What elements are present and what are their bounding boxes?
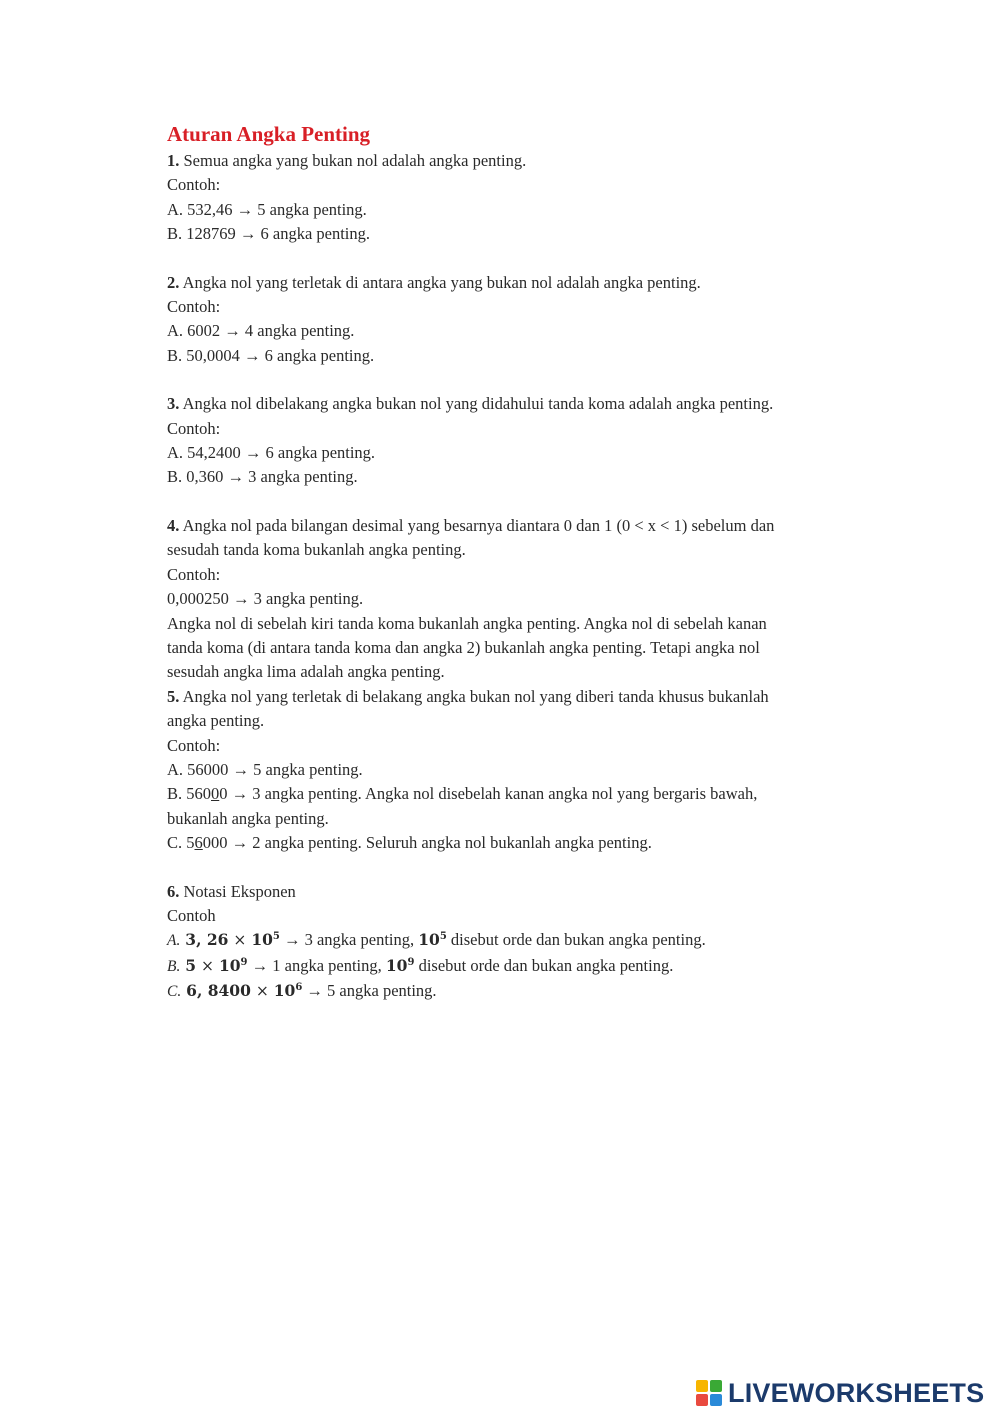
rule-3-statement	[167, 392, 887, 416]
rule-4-note-line-3: sesudah angka lima adalah angka penting.	[167, 662, 445, 682]
document-body	[167, 121, 887, 1005]
logo-square	[696, 1380, 708, 1392]
rule-4-note-line-2: tanda koma (di antara tanda koma dan angka 2) bukanlah angka penting. Tetapi angka nol	[167, 637, 760, 657]
rule-text: Angka nol yang terletak di belakang angka bukan nol yang diberi tanda khusus bukanlah	[179, 686, 769, 706]
logo-square	[710, 1394, 722, 1406]
rule-number: 5.	[167, 686, 180, 706]
rule-5-example-b-cont: bukanlah angka penting.	[167, 808, 329, 828]
rule-6-example-c: C. 6, $8400 \times 10^6 \to 5$ angka penting.	[167, 981, 437, 1001]
underlined-digit: 6	[194, 833, 203, 853]
rule-4-note-line-1: Angka nol di sebelah kiri tanda koma bukanlah angka penting. Angka nol di sebelah kanan	[167, 613, 767, 633]
rule-5-statement	[167, 685, 887, 709]
rule-text: Angka nol pada bilangan desimal yang besarnya diantara 0 dan 1 (0 < x < 1) sebelum dan	[179, 515, 775, 535]
rule-4-statement-cont: sesudah tanda koma bukanlah angka penting.	[167, 540, 466, 560]
liveworksheets-icon	[696, 1380, 722, 1406]
rule-4-contoh: Contoh:	[167, 564, 221, 584]
rule-2-contoh: Contoh:	[167, 297, 221, 317]
rule-6-example-a: A. 3, $26 \times 10^5 \to 3$ angka penting, $10^5$ disebut orde dan bukan angka penting.	[167, 930, 706, 950]
rule-number: 6.	[167, 881, 180, 901]
rule-text: Notasi Eksponen	[179, 881, 296, 901]
rule-3-example-a: A. 54,2400 → 6 angka penting.	[167, 443, 376, 463]
rule-text: Semua angka yang bukan nol adalah angka penting.	[179, 151, 527, 170]
rule-number: 3.	[167, 394, 180, 414]
underlined-digit: 0	[211, 784, 220, 804]
rule-4-example: 0,000250 → 3 angka penting.	[167, 589, 364, 609]
rule-1-contoh: Contoh:	[167, 175, 221, 195]
rule-6-statement	[167, 880, 887, 904]
liveworksheets-logo	[696, 1378, 984, 1408]
rule-number: 4.	[167, 515, 180, 535]
rule-2-example-a: A. 6002 → 4 angka penting.	[167, 321, 355, 341]
rule-5-statement-cont: angka penting.	[167, 711, 265, 731]
rule-5-example-b: B. 56000 → 3 angka penting. Angka nol disebelah kanan angka nol yang bergaris bawah,	[167, 784, 758, 804]
rule-number: 2.	[167, 272, 180, 292]
rule-1-statement	[167, 149, 887, 173]
rule-3-contoh: Contoh:	[167, 418, 221, 438]
rule-text: Angka nol yang terletak di antara angka yang bukan nol adalah angka penting.	[179, 272, 701, 292]
logo-square	[696, 1394, 708, 1406]
rule-text: Angka nol dibelakang angka bukan nol yang didahului tanda koma adalah angka penting.	[179, 394, 774, 414]
rule-1-example-a: A. 532,46 → 5 angka penting.	[167, 199, 367, 219]
rule-2-example-b: B. 50,0004 → 6 angka penting.	[167, 345, 375, 365]
rule-5-contoh: Contoh:	[167, 735, 221, 755]
rule-3-example-b: B. 0,360 → 3 angka penting.	[167, 467, 358, 487]
liveworksheets-wordmark: LIVEWORKSHEETS	[728, 1377, 985, 1408]
rule-5-example-c: C. 56000 → 2 angka penting. Seluruh angka nol bukanlah angka penting.	[167, 833, 652, 853]
rule-5-example-a: A. 56000 → 5 angka penting.	[167, 759, 363, 779]
rule-6-example-b: B. $5 \times 10^9 \to 1$ angka penting, $10^9$ disebut orde dan bukan angka penting.	[167, 955, 674, 975]
logo-square	[710, 1380, 722, 1392]
rule-4-statement	[167, 514, 887, 538]
page-title: Aturan Angka Penting	[167, 122, 371, 146]
rule-1-example-b: B. 128769 → 6 angka penting.	[167, 224, 371, 244]
rule-2-statement	[167, 271, 887, 295]
rule-6-contoh: Contoh	[167, 905, 216, 925]
rule-number: 1.	[167, 151, 180, 170]
